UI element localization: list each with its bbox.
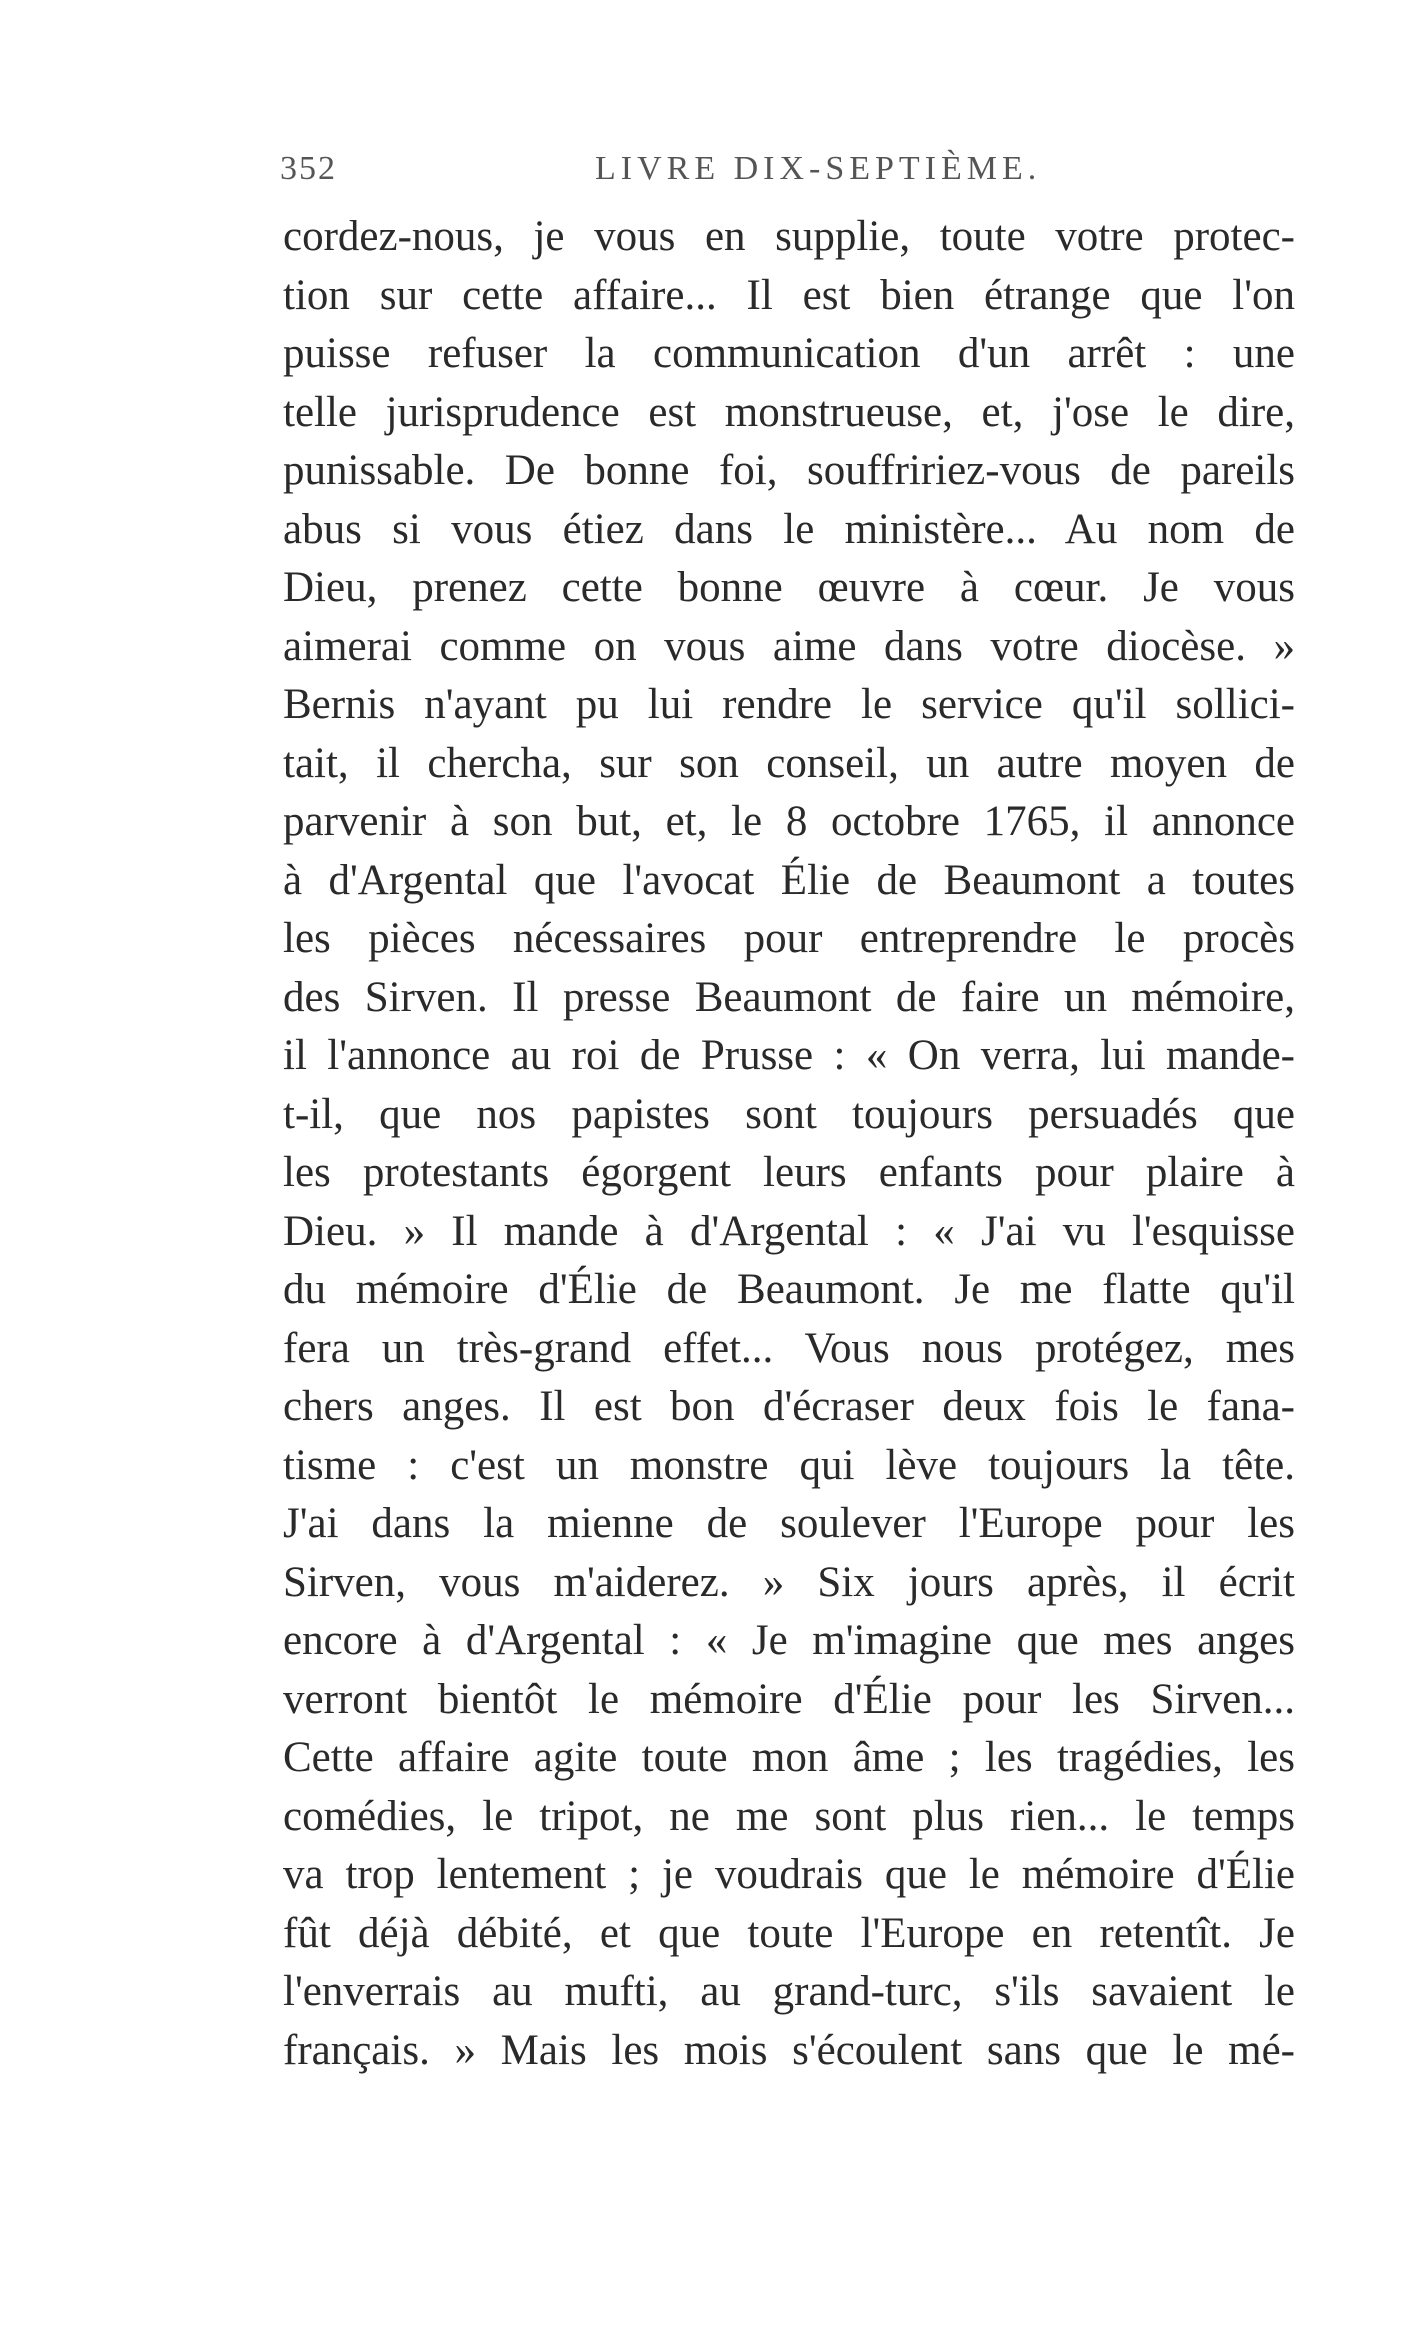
running-head <box>280 150 1295 200</box>
text-line: des Sirven. Il presse Beaumont de faire un mémoire, <box>283 973 1295 1021</box>
text-line: tisme : c'est un monstre qui lève toujours la tête. <box>283 1441 1295 1489</box>
text-line: chers anges. Il est bon d'écraser deux fois le fana- <box>283 1383 1295 1430</box>
text-line: tion sur cette affaire... Il est bien étrange que l'on <box>283 271 1295 319</box>
text-line: Bernis n'ayant pu lui rendre le service qu'il sollici- <box>283 681 1295 728</box>
text-line: les pièces nécessaires pour entreprendre le procès <box>283 915 1295 962</box>
text-line: du mémoire d'Élie de Beaumont. Je me flatte qu'il <box>283 1266 1295 1313</box>
text-line: les protestants égorgent leurs enfants pour plaire à <box>283 1149 1295 1196</box>
text-line: puisse refuser la communication d'un arrêt : une <box>283 330 1295 377</box>
text-line: aimerai comme on vous aime dans votre diocèse. » <box>283 622 1295 670</box>
text-line: Sirven, vous m'aiderez. » Six jours après, il écrit <box>283 1558 1295 1606</box>
text-line: tait, il chercha, sur son conseil, un autre moyen de <box>283 739 1295 787</box>
text-line: verront bientôt le mémoire d'Élie pour les Sirven... <box>283 1675 1295 1723</box>
body-text <box>283 208 1295 2080</box>
text-line: français. » Mais les mois s'écoulent sans que le mé- <box>283 2026 1295 2074</box>
text-line: J'ai dans la mienne de soulever l'Europe pour les <box>283 1500 1295 1547</box>
text-line: l'enverrais au mufti, au grand-turc, s'ils savaient le <box>283 1968 1295 2015</box>
text-line: à d'Argental que l'avocat Élie de Beaumont a toutes <box>283 856 1295 904</box>
text-line: punissable. De bonne foi, souffririez-vous de pareils <box>283 447 1295 494</box>
text-line: fera un très-grand effet... Vous nous protégez, mes <box>283 1324 1295 1372</box>
text-line: fût déjà débité, et que toute l'Europe en retentît. Je <box>283 1909 1295 1957</box>
text-line: cordez-nous, je vous en supplie, toute votre protec- <box>283 213 1295 260</box>
text-line: Dieu, prenez cette bonne œuvre à cœur. Je vous <box>283 564 1295 611</box>
page-number: 352 <box>280 150 337 187</box>
text-line: abus si vous étiez dans le ministère... Au nom de <box>283 505 1295 553</box>
running-title: LIVRE DIX-SEPTIÈME. <box>595 150 1042 187</box>
text-line: telle jurisprudence est monstrueuse, et, j'ose le dire, <box>283 388 1295 436</box>
text-line: comédies, le tripot, ne me sont plus rien... le temps <box>283 1792 1295 1840</box>
text-line: il l'annonce au roi de Prusse : « On verra, lui mande- <box>283 1032 1295 1079</box>
text-line: Dieu. » Il mande à d'Argental : « J'ai vu l'esquisse <box>283 1207 1295 1255</box>
text-line: parvenir à son but, et, le 8 octobre 1765, il annonce <box>283 798 1295 845</box>
text-line: t-il, que nos papistes sont toujours persuadés que <box>283 1090 1295 1138</box>
text-line: encore à d'Argental : « Je m'imagine que mes anges <box>283 1617 1295 1664</box>
text-line: Cette affaire agite toute mon âme ; les tragédies, les <box>283 1734 1295 1781</box>
text-line: va trop lentement ; je voudrais que le mémoire d'Élie <box>283 1851 1295 1898</box>
